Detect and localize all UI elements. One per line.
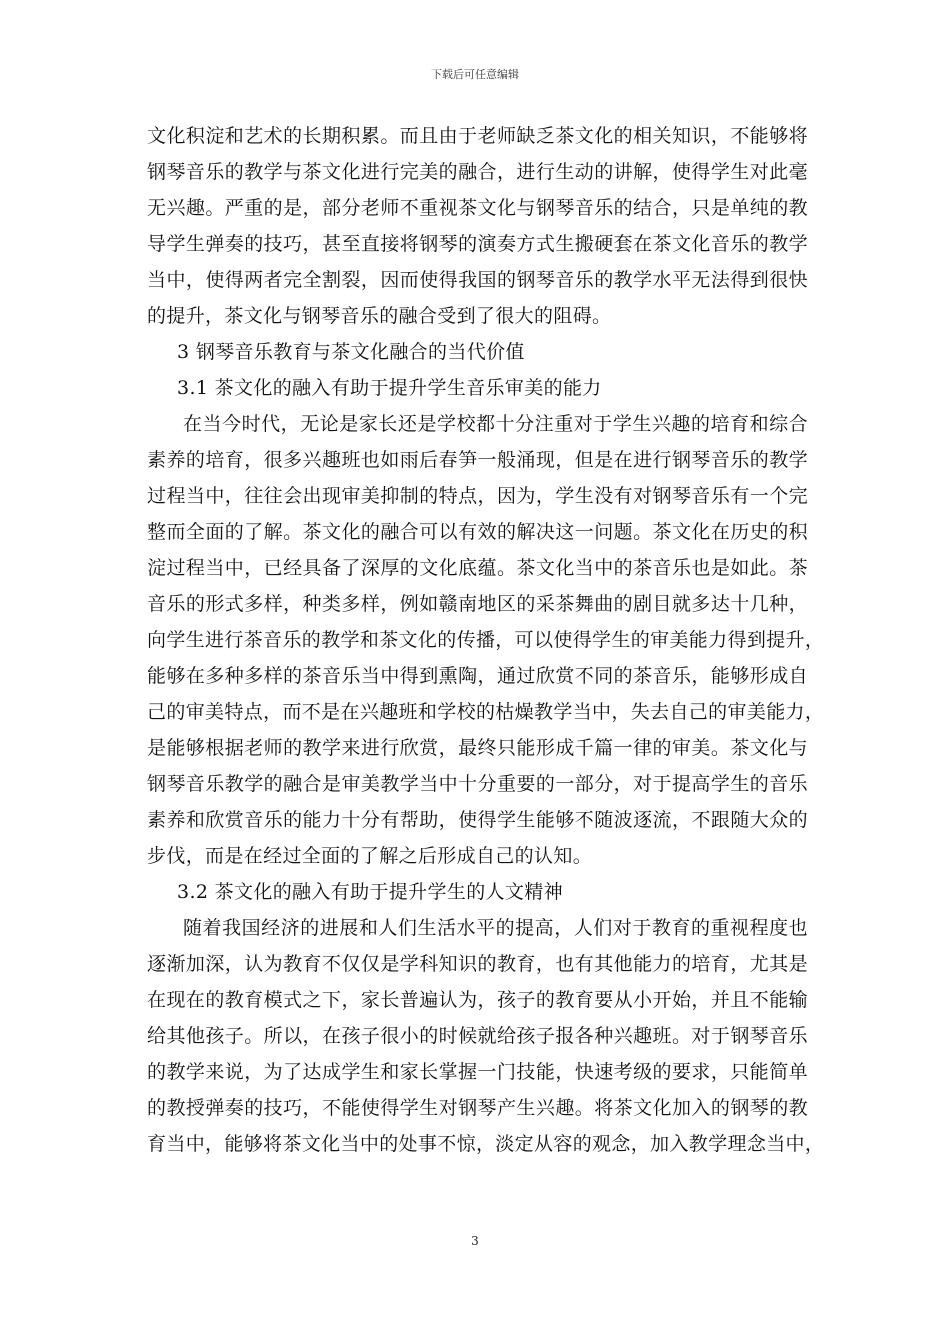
text-line: 的提升，茶文化与钢琴音乐的融合受到了很大的阻碍。: [147, 305, 612, 327]
text-line: 是能够根据老师的教学来进行欣赏，最终只能形成千篇一律的审美。茶文化与: [147, 737, 808, 759]
text-line: 淀过程当中，已经具备了深厚的文化底蕴。茶文化当中的茶音乐也是如此。茶: [147, 557, 808, 579]
paragraph: [147, 910, 825, 1162]
text-line: 育当中，能够将茶文化当中的处事不惊，淡定从容的观念，加入教学理念当中，: [147, 1133, 825, 1155]
heading-text: 3.2 茶文化的融入有助于提升学生的人文精神: [177, 881, 563, 903]
text-line: 步伐，而是在经过全面的了解之后形成自己的认知。: [147, 845, 593, 867]
text-line: 钢琴音乐的教学与茶文化进行完美的融合，进行生动的讲解，使得学生对此毫: [147, 161, 808, 183]
heading-text: 3 钢琴音乐教育与茶文化融合的当代价值: [177, 341, 525, 363]
text-line: 的教学来说，为了达成学生和家长掌握一门技能，快速考级的要求，只能简单: [147, 1061, 808, 1083]
text-line: 素养的培育，很多兴趣班也如雨后春笋一般涌现，但是在进行钢琴音乐的教学: [147, 449, 808, 471]
text-line: 的教授弹奏的技巧，不能使得学生对钢琴产生兴趣。将茶文化加入的钢琴的教: [147, 1097, 808, 1119]
text-line: 在现在的教育模式之下，家长普遍认为，孩子的教育要从小开始，并且不能输: [147, 989, 808, 1011]
section-heading: [147, 334, 808, 370]
text-line: 当中，使得两者完全割裂，因而使得我国的钢琴音乐的教学水平无法得到很快: [147, 269, 808, 291]
text-line: 无兴趣。严重的是，部分老师不重视茶文化与钢琴音乐的结合，只是单纯的教: [147, 197, 808, 219]
document-body: [147, 118, 825, 1162]
subsection-heading: [147, 874, 808, 910]
paragraph: [147, 406, 825, 874]
page-number: 3: [471, 1234, 479, 1248]
text-line: 过程当中，往往会出现审美抑制的特点，因为，学生没有对钢琴音乐有一个完: [147, 485, 808, 507]
subsection-heading: [147, 370, 808, 406]
text-line: 音乐的形式多样，种类多样，例如赣南地区的采茶舞曲的剧目就多达十几种，: [147, 593, 808, 615]
text-line: 能够在多种多样的茶音乐当中得到熏陶，通过欣赏不同的茶音乐，能够形成自: [147, 665, 808, 687]
text-line: 导学生弹奏的技巧，甚至直接将钢琴的演奏方式生搬硬套在茶文化音乐的教学: [147, 233, 808, 255]
heading-text: 3.1 茶文化的融入有助于提升学生音乐审美的能力: [177, 377, 602, 399]
text-line: 己的审美特点，而不是在兴趣班和学校的枯燥教学当中，失去自己的审美能力，: [147, 701, 825, 723]
text-line: 向学生进行茶音乐的教学和茶文化的传播，可以使得学生的审美能力得到提升，: [147, 629, 825, 651]
text-line: 素养和欣赏音乐的能力十分有帮助，使得学生能够不随波逐流，不跟随大众的: [147, 809, 808, 831]
text-line: 钢琴音乐教学的融合是审美教学当中十分重要的一部分，对于提高学生的音乐: [147, 773, 808, 795]
text-line: 文化积淀和艺术的长期积累。而且由于老师缺乏茶文化的相关知识，不能够将: [147, 125, 808, 147]
page-header: 下载后可任意编辑: [431, 68, 519, 81]
text-line: 逐渐加深，认为教育不仅仅是学科知识的教育，也有其他能力的培育，尤其是: [147, 953, 808, 975]
text-line: 整而全面的了解。茶文化的融合可以有效的解决这一问题。茶文化在历史的积: [147, 521, 808, 543]
text-line: 在当今时代，无论是家长还是学校都十分注重对于学生兴趣的培育和综合: [183, 413, 808, 435]
text-line: 给其他孩子。所以，在孩子很小的时候就给孩子报各种兴趣班。对于钢琴音乐: [147, 1025, 808, 1047]
text-line: 随着我国经济的进展和人们生活水平的提高，人们对于教育的重视程度也: [183, 917, 808, 939]
paragraph: [147, 118, 808, 334]
